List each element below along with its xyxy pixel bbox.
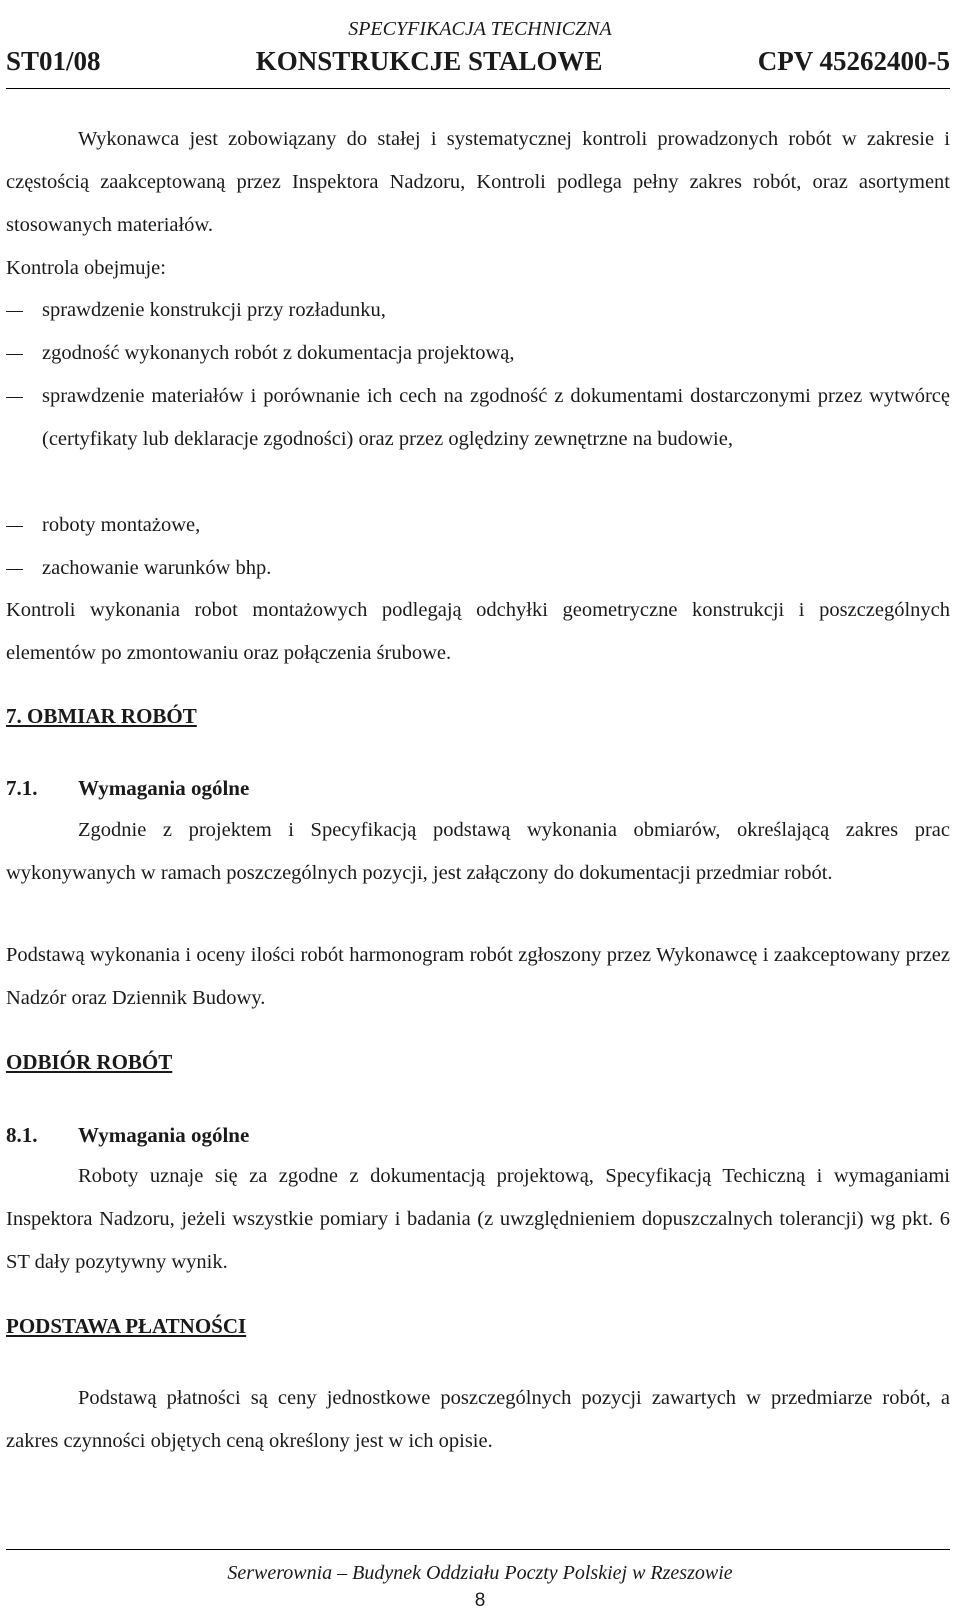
dash-bullet-icon — [6, 547, 23, 570]
header-divider — [6, 88, 950, 89]
page-number: 8 — [474, 1590, 486, 1611]
section-heading-obmiar: 7. OBMIAR ROBÓT — [6, 704, 197, 728]
list-item: zgodność wykonanych robót z dokumentacja projektową, — [42, 342, 515, 364]
subsection-title: Wymagania ogólne — [78, 776, 250, 800]
paragraph-odbior: Roboty uznaje się za zgodne z dokumentacją projektową, Specyfikacją Techiczną i wymaganiami Inspektora Nadzoru, jeżeli wszystkie pomiary i badania (z uwzględnieniem dopuszczalnych tolerancji) wg pkt. 6 ST dały pozytywny wynik. — [6, 1165, 950, 1273]
document-subtitle: SPECYFIKACJA TECHNICZNA — [348, 18, 612, 40]
dash-bullet-icon — [6, 375, 23, 398]
section-heading-odbior: ODBIÓR ROBÓT — [6, 1050, 173, 1074]
cpv-code: CPV 45262400-5 — [757, 46, 950, 76]
dash-bullet-icon — [6, 289, 23, 312]
footer-divider — [6, 1549, 950, 1550]
dash-bullet-icon — [6, 504, 23, 527]
subsection-heading-7-1 — [6, 776, 250, 801]
subsection-number: 7.1. — [6, 776, 38, 800]
spec-code: ST01/08 — [6, 46, 101, 76]
footer-text: Serwerownia – Budynek Oddziału Poczty Polskiej w Rzeszowie — [227, 1562, 733, 1584]
list-item: sprawdzenie konstrukcji przy rozładunku, — [42, 299, 386, 321]
paragraph-obmiar-2: Podstawą wykonania i oceny ilości robót harmonogram robót zgłoszony przez Wykonawcę i zaakceptowany przez Nadzór oraz Dziennik Budowy. — [6, 944, 950, 1009]
list-item: roboty montażowe, — [42, 514, 201, 536]
control-summary: Kontroli wykonania robot montażowych podlegają odchyłki geometryczne konstrukcji i poszczególnych elementów po zmontowaniu oraz połączenia śrubowe. — [6, 599, 950, 664]
list-item: zachowanie warunków bhp. — [42, 557, 272, 579]
subsection-heading-8-1 — [6, 1123, 250, 1148]
paragraph-platnosci: Podstawą płatności są ceny jednostkowe poszczególnych pozycji zawartych w przedmiarze robót, a zakres czynności objętych ceną określony jest w ich opisie. — [6, 1387, 950, 1452]
document-header — [6, 46, 950, 77]
subsection-number: 8.1. — [6, 1123, 38, 1147]
dash-bullet-icon — [6, 332, 23, 355]
list-item: sprawdzenie materiałów i porównanie ich cech na zgodność z dokumentami dostarczonymi przez wytwórcę (certyfikaty lub deklaracje zgodności) oraz przez oględziny zewnętrzne na budowie, — [42, 385, 950, 450]
control-label: Kontrola obejmuje: — [6, 257, 166, 279]
paragraph-obmiar-1: Zgodnie z projektem i Specyfikacją podstawą wykonania obmiarów, określającą zakres prac wykonywanych w ramach poszczególnych pozycji, jest załączony do dokumentacji przedmiar robót. — [6, 819, 950, 884]
section-heading-platnosci: PODSTAWA PŁATNOŚCI — [6, 1314, 247, 1338]
document-title: KONSTRUKCJE STALOWE — [255, 46, 603, 76]
subsection-title: Wymagania ogólne — [78, 1123, 250, 1147]
intro-paragraph: Wykonawca jest zobowiązany do stałej i systematycznej kontroli prowadzonych robót w zakresie i częstością zaakceptowaną przez Inspektora Nadzoru, Kontroli podlega pełny zakres robót, oraz asortyment stosowanych materiałów. — [6, 128, 950, 236]
